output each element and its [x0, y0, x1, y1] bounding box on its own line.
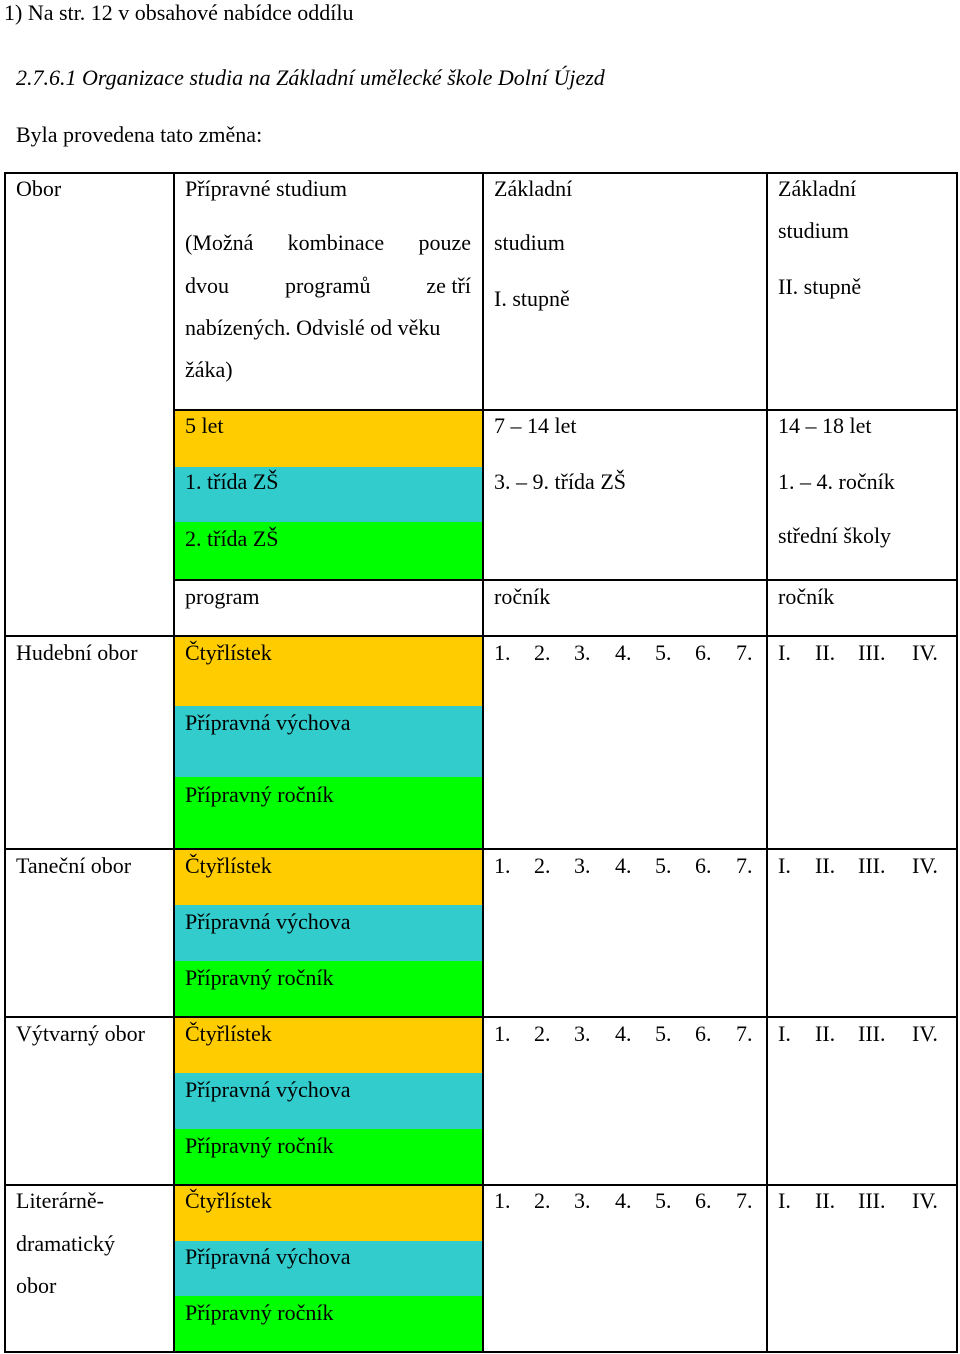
obor-name: dramatický [16, 1231, 115, 1256]
grade-stage2: II. [815, 853, 836, 878]
note-word: programů [284, 273, 371, 298]
subheader-program: program [185, 584, 260, 609]
grade-stage2: II. [815, 1188, 836, 1213]
grade-stage2: IV. [912, 1021, 938, 1046]
header-stage1: Základní [494, 176, 573, 201]
header-prep-note: nabízených. Odvislé od věku [185, 315, 441, 340]
grade-stage2: I. [778, 1021, 791, 1046]
obor-name: obor [16, 1273, 57, 1298]
prep-age: 5 let [185, 413, 224, 438]
prep-class: 2. třída ZŠ [185, 526, 279, 551]
program-vychova: Přípravná výchova [185, 710, 351, 735]
grade-stage1: 5. [655, 640, 672, 665]
program-vychova: Přípravná výchova [185, 1244, 351, 1269]
grade-stage2: I. [778, 853, 791, 878]
grade-stage2: I. [778, 1188, 791, 1213]
grade-stage2: IV. [912, 1188, 938, 1213]
grade-stage1: 5. [655, 1188, 672, 1213]
obor-name: Hudební obor [16, 640, 138, 665]
table-divider [4, 1184, 958, 1186]
grade-stage1: 2. [534, 853, 551, 878]
grade-stage1: 3. [574, 1188, 591, 1213]
grade-stage1: 7. [736, 640, 753, 665]
program-rocnik: Přípravný ročník [185, 782, 334, 807]
intro-line: 1) Na str. 12 v obsahové nabídce oddílu [4, 0, 354, 25]
subheader-rocnik: ročník [494, 584, 551, 609]
grade-stage2: III. [858, 1021, 886, 1046]
grade-stage1: 2. [534, 1188, 551, 1213]
grade-stage1: 6. [695, 1188, 712, 1213]
header-prep-note [185, 232, 471, 254]
grade-stage2: I. [778, 640, 791, 665]
table-divider [4, 1016, 958, 1018]
program-vychova: Přípravná výchova [185, 1077, 351, 1102]
stage1-age: 7 – 14 let [494, 413, 577, 438]
table-divider [173, 172, 175, 1353]
program-ctyrlistek: Čtyřlístek [185, 640, 272, 665]
grade-stage1: 3. [574, 853, 591, 878]
grade-stage2: IV. [912, 853, 938, 878]
program-ctyrlistek: Čtyřlístek [185, 1021, 272, 1046]
prep-class: 1. třída ZŠ [185, 469, 279, 494]
header-stage2: Základní [778, 176, 857, 201]
grade-stage1: 4. [615, 640, 632, 665]
stage2-class: střední školy [778, 523, 892, 548]
grade-stage1: 6. [695, 640, 712, 665]
grade-stage2: III. [858, 640, 886, 665]
note-word: (Možná [185, 230, 254, 255]
section-heading: 2.7.6.1 Organizace studia na Základní umělecké škole Dolní Újezd [16, 65, 605, 90]
table-border-bottom [4, 1351, 958, 1353]
grade-stage1: 1. [494, 1188, 511, 1213]
table-divider [173, 579, 958, 581]
header-prep-note: žáka) [185, 357, 233, 382]
grade-stage1: 7. [736, 1021, 753, 1046]
header-stage1: studium [494, 230, 565, 255]
grade-stage1: 7. [736, 853, 753, 878]
header-stage1: I. stupně [494, 286, 570, 311]
header-stage2: studium [778, 218, 849, 243]
table-border-top [4, 172, 958, 174]
table-divider [173, 409, 958, 411]
grade-stage1: 4. [615, 1188, 632, 1213]
header-prep-title: Přípravné studium [185, 176, 347, 201]
grade-stage1: 6. [695, 853, 712, 878]
note-word: ze tří [426, 273, 471, 298]
note-word: kombinace [287, 230, 385, 255]
header-stage2: II. stupně [778, 274, 862, 299]
grade-stage1: 4. [615, 1021, 632, 1046]
stage2-class: 1. – 4. ročník [778, 469, 895, 494]
program-ctyrlistek: Čtyřlístek [185, 1188, 272, 1213]
grade-stage1: 3. [574, 640, 591, 665]
grade-stage2: III. [858, 853, 886, 878]
grade-stage1: 7. [736, 1188, 753, 1213]
obor-name: Výtvarný obor [16, 1021, 145, 1046]
grade-stage2: II. [815, 640, 836, 665]
note-word: dvou [185, 273, 229, 298]
program-rocnik: Přípravný ročník [185, 965, 334, 990]
grade-stage2: II. [815, 1021, 836, 1046]
grade-stage1: 2. [534, 640, 551, 665]
grade-stage1: 3. [574, 1021, 591, 1046]
obor-name: Literárně- [16, 1188, 104, 1213]
table-border-left [4, 172, 6, 1353]
table-divider [4, 635, 958, 637]
stage2-age: 14 – 18 let [778, 413, 872, 438]
table-border-right [956, 172, 958, 1353]
program-rocnik: Přípravný ročník [185, 1133, 334, 1158]
note-word: pouze [418, 230, 471, 255]
grade-stage1: 2. [534, 1021, 551, 1046]
table-divider [766, 172, 768, 1353]
obor-name: Taneční obor [16, 853, 132, 878]
table-divider [482, 172, 484, 1353]
grade-stage2: IV. [912, 640, 938, 665]
subheader-rocnik: ročník [778, 584, 835, 609]
change-note: Byla provedena tato změna: [16, 122, 263, 147]
program-ctyrlistek: Čtyřlístek [185, 853, 272, 878]
grade-stage1: 1. [494, 640, 511, 665]
table-divider [4, 848, 958, 850]
grade-stage1: 5. [655, 853, 672, 878]
program-rocnik: Přípravný ročník [185, 1300, 334, 1325]
grade-stage2: III. [858, 1188, 886, 1213]
header-prep-note [185, 275, 471, 297]
grade-stage1: 5. [655, 1021, 672, 1046]
stage1-class: 3. – 9. třída ZŠ [494, 469, 626, 494]
grade-stage1: 1. [494, 1021, 511, 1046]
header-obor: Obor [16, 176, 62, 201]
program-vychova: Přípravná výchova [185, 909, 351, 934]
grade-stage1: 4. [615, 853, 632, 878]
grade-stage1: 1. [494, 853, 511, 878]
grade-stage1: 6. [695, 1021, 712, 1046]
